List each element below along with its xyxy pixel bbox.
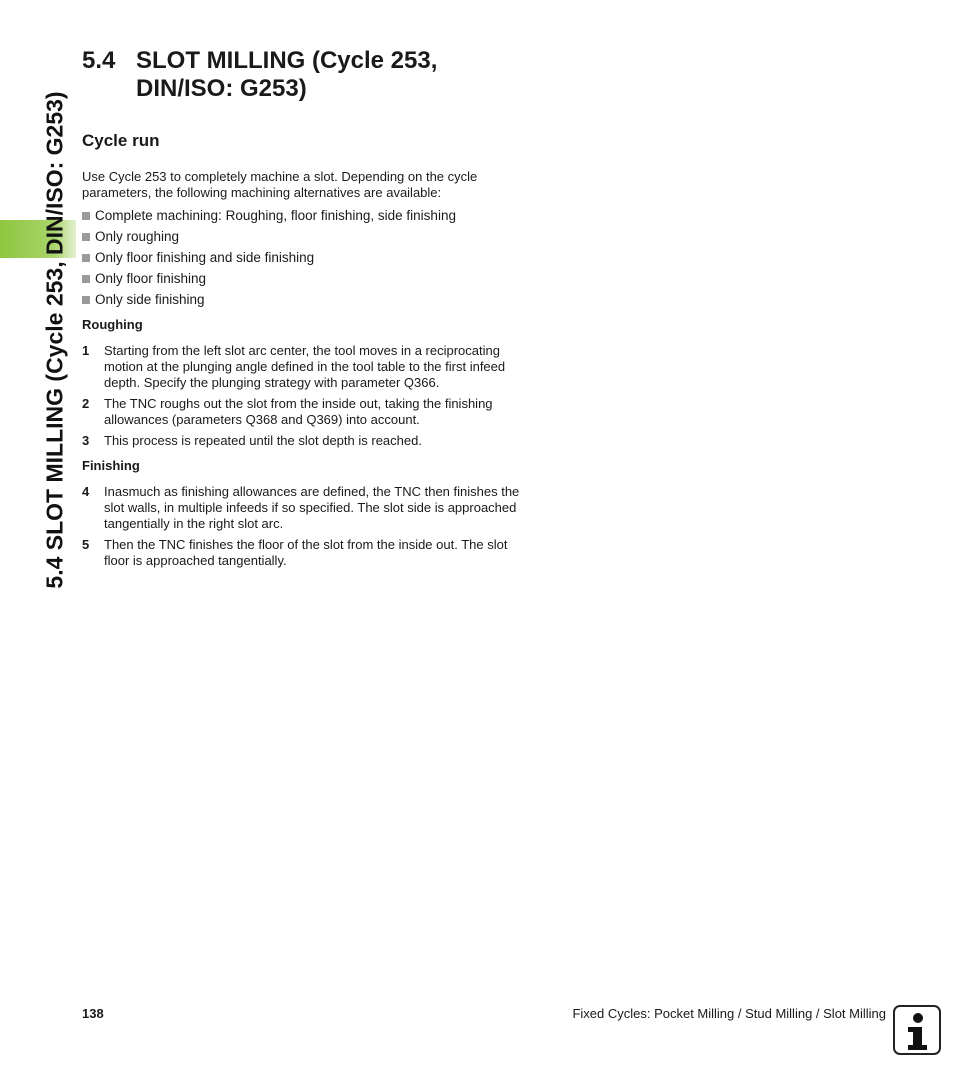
info-icon bbox=[893, 1005, 941, 1055]
list-item: Only roughing bbox=[82, 229, 527, 245]
step-item: 1 Starting from the left slot arc center, the tool moves in a reciprocating motion at the plunging angle defined in the tool table to the first infeed depth. Specify the plunging strategy with parameter Q366. bbox=[82, 343, 506, 390]
square-bullet-icon bbox=[82, 233, 90, 241]
section-number: 5.4 bbox=[82, 47, 116, 74]
step-item: 3 This process is repeated until the slot depth is reached. bbox=[82, 433, 422, 448]
list-item: Only side finishing bbox=[82, 292, 527, 308]
section-title bbox=[82, 47, 527, 103]
list-item: Complete machining: Roughing, floor finishing, side finishing bbox=[82, 208, 527, 224]
step-item: 5 Then the TNC finishes the floor of the slot from the inside out. The slot floor is approached tangentially. bbox=[82, 537, 508, 568]
step-item: 2 The TNC roughs out the slot from the inside out, taking the finishing allowances (parameters Q368 and Q369) into account. bbox=[82, 396, 493, 427]
square-bullet-icon bbox=[82, 296, 90, 304]
page-number: 138 bbox=[82, 1006, 104, 1021]
footer-chapter-title: Fixed Cycles: Pocket Milling / Stud Milling / Slot Milling bbox=[572, 1006, 886, 1021]
main-content bbox=[82, 47, 527, 574]
step-item: 4 Inasmuch as finishing allowances are defined, the TNC then finishes the slot walls, in multiple infeeds if so specified. The slot side is approached tangentially in the right slot arc. bbox=[82, 484, 520, 531]
square-bullet-icon bbox=[82, 254, 90, 262]
finishing-heading: Finishing bbox=[82, 458, 140, 473]
section-title-text: SLOT MILLING (Cycle 253, DIN/ISO: G253) bbox=[136, 47, 438, 102]
finishing-steps bbox=[82, 484, 527, 569]
list-item: Only floor finishing bbox=[82, 271, 527, 287]
subheading-cycle-run: Cycle run bbox=[82, 131, 160, 150]
list-item: Only floor finishing and side finishing bbox=[82, 250, 527, 266]
side-chapter-title: 5.4 SLOT MILLING (Cycle 253, DIN/ISO: G253) bbox=[41, 91, 68, 589]
roughing-steps bbox=[82, 343, 527, 449]
intro-paragraph: Use Cycle 253 to completely machine a slot. Depending on the cycle parameters, the following machining alternatives are available: bbox=[82, 169, 478, 200]
alternatives-list bbox=[82, 208, 527, 308]
roughing-heading: Roughing bbox=[82, 317, 143, 332]
square-bullet-icon bbox=[82, 275, 90, 283]
square-bullet-icon bbox=[82, 212, 90, 220]
